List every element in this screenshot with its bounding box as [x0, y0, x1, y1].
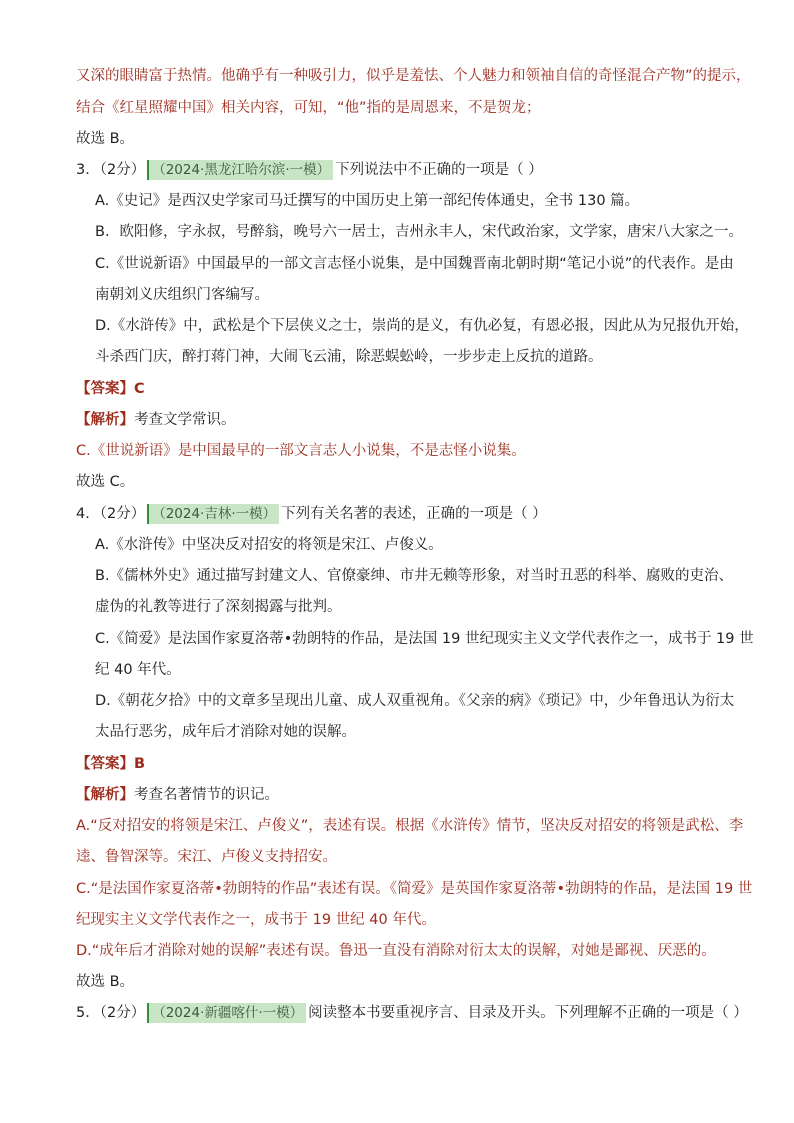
- question-3-conclusion: 故选 C。: [76, 474, 135, 490]
- question-4-text: 下列有关名著的表述，正确的一项是（ ）: [281, 506, 547, 522]
- question-5-text: 阅读整本书要重视序言、目录及开头。下列理解不正确的一项是（ ）: [308, 1005, 748, 1021]
- question-3-stem: [76, 160, 543, 180]
- question-4-explanation-c-line-1: C.“是法国作家夏洛蒂•勃朗特的作品”表述有误。《简爱》是英国作家夏洛蒂•勃朗特的作品，是法国 19 世: [76, 881, 753, 897]
- question-4-analysis-label: 【解析】: [76, 787, 134, 803]
- question-4-option-c-line-2: 纪 40 年代。: [95, 662, 181, 678]
- question-3-text: 下列说法中不正确的一项是（ ）: [335, 162, 543, 178]
- intro-answer-line-1: 又深的眼睛富于热情。他确乎有一种吸引力，似乎是羞怯、个人魅力和领袖自信的奇怪混合产物”的提示，: [76, 68, 751, 84]
- question-3-analysis-label: 【解析】: [76, 412, 134, 428]
- question-4-stem: [76, 504, 547, 524]
- question-4-option-a: A.《水浒传》中坚决反对招安的将领是宋江、卢俊义。: [95, 537, 443, 553]
- question-4-option-b-line-2: 虚伪的礼教等进行了深刻揭露与批判。: [95, 599, 342, 615]
- question-4-answer: 【答案】B: [76, 756, 146, 772]
- question-4-explanation-a-line-2: 逵、鲁智深等。宋江、卢俊义支持招安。: [76, 849, 337, 865]
- question-4-number: 4．（2分）: [76, 506, 146, 522]
- question-3-option-a: A.《史记》是西汉史学家司马迁撰写的中国历史上第一部纪传体通史，全书 130 篇。: [95, 193, 640, 209]
- question-5-number: 5．（2分）: [76, 1005, 146, 1021]
- question-3-source-tag: （2024·黑龙江哈尔滨·一模）: [147, 160, 333, 180]
- question-5-source-tag: （2024·新疆喀什·一模）: [147, 1003, 306, 1023]
- question-4-explanation-a-line-1: A.“反对招安的将领是宋江、卢俊义”，表述有误。根据《水浒传》情节，坚决反对招安的将领是武松、李: [76, 818, 744, 834]
- question-4-explanation-d: D.“成年后才消除对她的误解”表述有误。鲁迅一直没有消除对衍太太的误解，对她是鄙视、厌恶的。: [76, 943, 716, 959]
- question-4-option-c-line-1: C.《简爱》是法国作家夏洛蒂•勃朗特的作品，是法国 19 世纪现实主义文学代表作之一，成书于 19 世: [95, 631, 754, 647]
- question-4-source-tag: （2024·吉林·一模）: [147, 504, 279, 524]
- question-3-option-d-line-1: D.《水浒传》中，武松是个下层侠义之士，崇尚的是义，有仇必复，有恩必报，因此从为兄报仇开始，: [95, 318, 749, 334]
- question-4-analysis-text: 考查名著情节的识记。: [134, 787, 279, 803]
- question-4-explanation-c-line-2: 纪现实主义文学代表作之一，成书于 19 世纪 40 年代。: [76, 912, 436, 928]
- intro-conclusion: 故选 B。: [76, 131, 135, 147]
- question-3-option-c-line-2: 南朝刘义庆组织门客编写。: [95, 287, 269, 303]
- question-3-analysis-text: 考查文学常识。: [134, 412, 236, 428]
- question-3-option-b: B．欧阳修，字永叔，号醉翁，晚号六一居士，吉州永丰人，宋代政治家，文学家，唐宋八大家之一。: [95, 224, 743, 240]
- question-4-analysis: [76, 785, 279, 805]
- question-3-option-c-line-1: C.《世说新语》中国最早的一部文言志怪小说集，是中国魏晋南北朝时期“笔记小说”的代表作。是由: [95, 256, 734, 272]
- question-3-answer: 【答案】C: [76, 381, 145, 397]
- question-4-option-d-line-1: D.《朝花夕拾》中的文章多呈现出儿童、成人双重视角。《父亲的病》《琐记》中，少年鲁迅认为衍太: [95, 693, 735, 709]
- question-3-number: 3．（2分）: [76, 162, 146, 178]
- question-4-option-b-line-1: B.《儒林外史》通过描写封建文人、官僚豪绅、市井无赖等形象，对当时丑恶的科举、腐败的吏治、: [95, 568, 734, 584]
- question-3-analysis: [76, 410, 236, 430]
- question-5-stem: [76, 1003, 748, 1023]
- question-4-conclusion: 故选 B。: [76, 974, 135, 990]
- intro-answer-line-2: 结合《红星照耀中国》相关内容，可知，“他”指的是周恩来，不是贺龙；: [76, 100, 541, 116]
- question-4-option-d-line-2: 太品行恶劣，成年后才消除对她的误解。: [95, 724, 356, 740]
- question-3-option-d-line-2: 斗杀西门庆，醉打蒋门神，大闹飞云浦，除恶蜈蚣岭，一步步走上反抗的道路。: [95, 349, 603, 365]
- question-3-explanation: C.《世说新语》是中国最早的一部文言志人小说集，不是志怪小说集。: [76, 443, 526, 459]
